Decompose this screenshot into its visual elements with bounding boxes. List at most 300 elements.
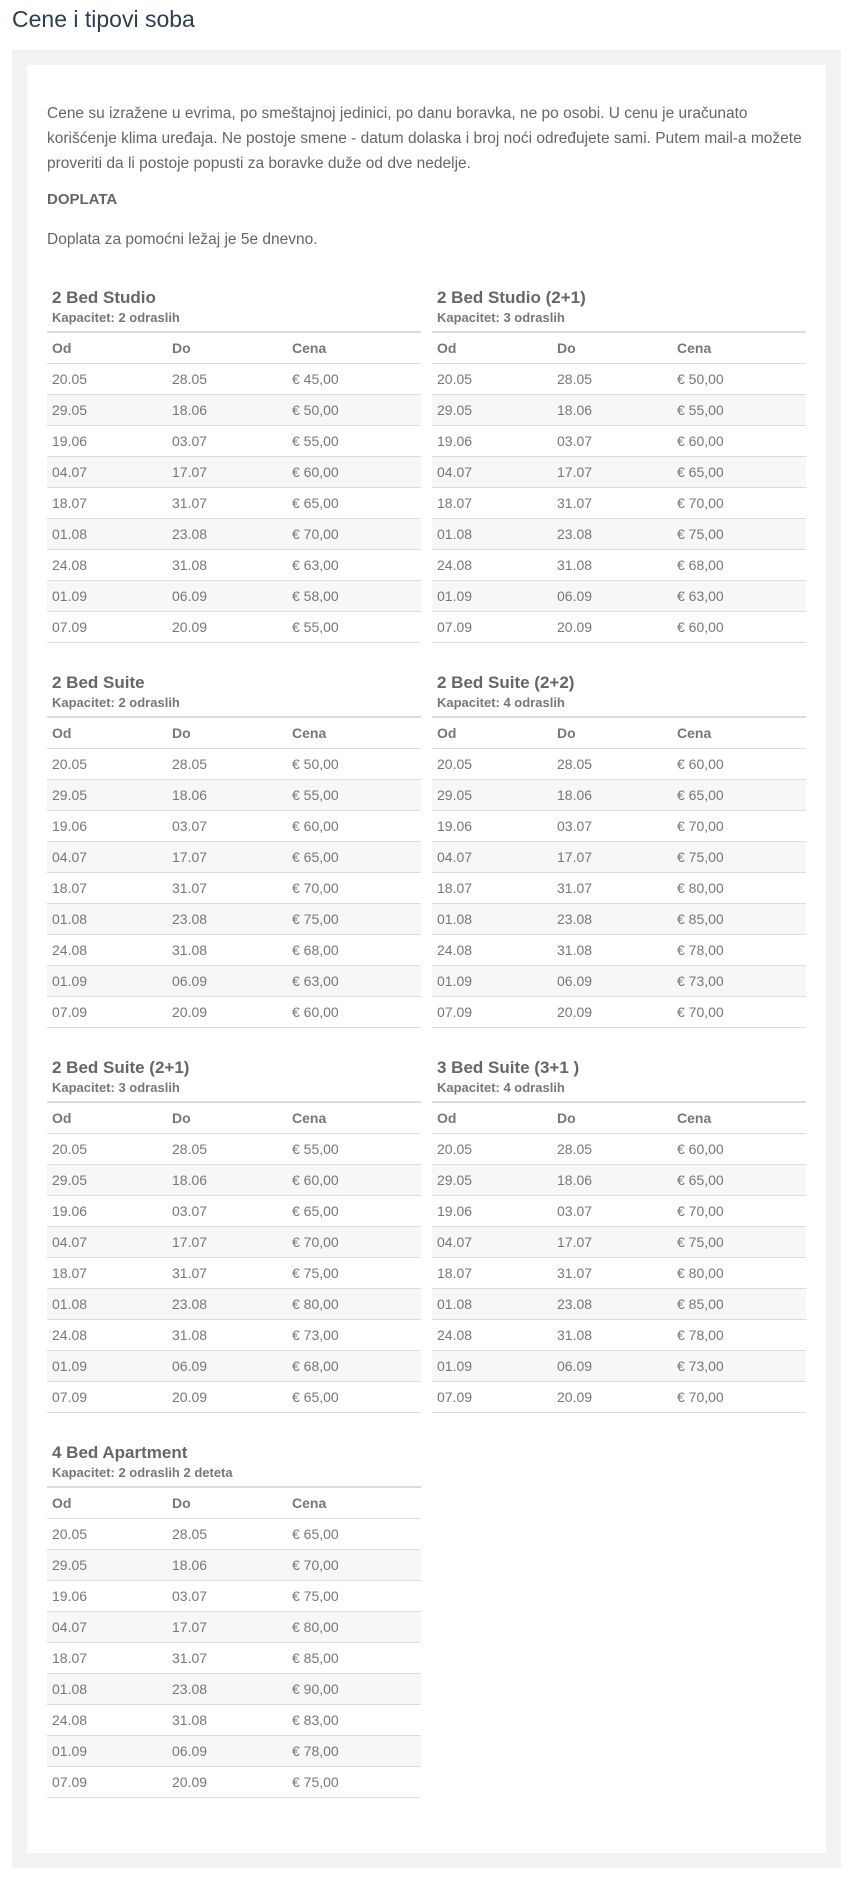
price-table [432, 1101, 806, 1413]
price-cell: € 50,00 [287, 749, 421, 780]
price-cell: € 85,00 [672, 904, 806, 935]
date-from-cell: 18.07 [47, 488, 167, 519]
date-from-cell: 20.05 [47, 1519, 167, 1550]
column-header: Od [47, 1487, 167, 1519]
date-from-cell: 01.09 [432, 966, 552, 997]
table-row [432, 1227, 806, 1258]
price-cell: € 73,00 [287, 1320, 421, 1351]
table-header-row [47, 1102, 421, 1134]
room-card [432, 672, 806, 1028]
date-to-cell: 31.07 [167, 1258, 287, 1289]
column-header: Cena [287, 717, 421, 749]
date-to-cell: 23.08 [167, 904, 287, 935]
table-row [47, 842, 421, 873]
price-cell: € 65,00 [287, 1382, 421, 1413]
date-to-cell: 23.08 [552, 904, 672, 935]
table-row [47, 519, 421, 550]
date-from-cell: 01.09 [47, 966, 167, 997]
date-from-cell: 18.07 [432, 1258, 552, 1289]
table-header-row [432, 717, 806, 749]
date-from-cell: 07.09 [432, 1382, 552, 1413]
date-to-cell: 17.07 [552, 1227, 672, 1258]
date-from-cell: 29.05 [47, 1165, 167, 1196]
date-from-cell: 07.09 [47, 612, 167, 643]
date-to-cell: 06.09 [167, 1736, 287, 1767]
date-from-cell: 01.08 [47, 904, 167, 935]
date-to-cell: 17.07 [167, 1227, 287, 1258]
date-from-cell: 24.08 [47, 935, 167, 966]
table-row [432, 1351, 806, 1382]
price-cell: € 85,00 [672, 1289, 806, 1320]
date-from-cell: 19.06 [432, 426, 552, 457]
room-capacity: Kapacitet: 2 odraslih [52, 695, 180, 710]
date-to-cell: 18.06 [167, 1550, 287, 1581]
price-cell: € 60,00 [672, 749, 806, 780]
room-card [432, 1057, 806, 1413]
table-row [47, 873, 421, 904]
date-from-cell: 01.09 [432, 1351, 552, 1382]
date-from-cell: 04.07 [47, 457, 167, 488]
table-row [47, 935, 421, 966]
room-capacity: Kapacitet: 3 odraslih [52, 1080, 180, 1095]
price-cell: € 80,00 [672, 873, 806, 904]
table-header-row [432, 1102, 806, 1134]
column-header: Od [432, 1102, 552, 1134]
date-to-cell: 18.06 [167, 1165, 287, 1196]
room-name: 2 Bed Studio (2+1) [437, 288, 586, 307]
price-cell: € 70,00 [672, 1382, 806, 1413]
price-cell: € 80,00 [672, 1258, 806, 1289]
price-table [47, 1101, 421, 1413]
date-from-cell: 19.06 [47, 1581, 167, 1612]
date-to-cell: 18.06 [552, 395, 672, 426]
price-cell: € 70,00 [287, 873, 421, 904]
room-card [47, 672, 421, 1028]
column-header: Cena [672, 332, 806, 364]
table-row [432, 1134, 806, 1165]
date-to-cell: 31.07 [167, 873, 287, 904]
date-from-cell: 01.08 [432, 519, 552, 550]
column-header: Do [167, 1487, 287, 1519]
date-from-cell: 20.05 [47, 1134, 167, 1165]
column-header: Do [552, 1102, 672, 1134]
price-cell: € 60,00 [287, 1165, 421, 1196]
price-cell: € 75,00 [287, 1581, 421, 1612]
date-from-cell: 29.05 [432, 1165, 552, 1196]
date-from-cell: 20.05 [47, 749, 167, 780]
table-row [47, 1227, 421, 1258]
table-row [432, 457, 806, 488]
column-header: Od [432, 332, 552, 364]
date-from-cell: 19.06 [47, 811, 167, 842]
table-row [47, 1196, 421, 1227]
price-table [432, 716, 806, 1028]
table-row [432, 581, 806, 612]
date-from-cell: 20.05 [432, 1134, 552, 1165]
table-row [47, 1320, 421, 1351]
price-cell: € 75,00 [672, 1227, 806, 1258]
room-card [47, 287, 421, 643]
date-from-cell: 01.09 [47, 1351, 167, 1382]
price-cell: € 55,00 [287, 612, 421, 643]
table-row [47, 1351, 421, 1382]
table-row [432, 550, 806, 581]
column-header: Cena [287, 1102, 421, 1134]
price-cell: € 68,00 [287, 1351, 421, 1382]
date-to-cell: 28.05 [167, 1134, 287, 1165]
table-row [432, 904, 806, 935]
date-to-cell: 31.07 [167, 488, 287, 519]
date-to-cell: 03.07 [167, 1196, 287, 1227]
date-to-cell: 31.08 [552, 1320, 672, 1351]
date-from-cell: 24.08 [432, 1320, 552, 1351]
date-from-cell: 01.09 [47, 581, 167, 612]
date-from-cell: 01.08 [47, 1674, 167, 1705]
intro-text: Cene su izražene u evrima, po smeštajnoj jedinici, po danu boravka, ne po osobi. U cenu je uračunato korišćenje klima uređaja. Ne postoje smene - datum dolaska i broj noći određujete sami. Putem mail-a možete proveriti da li postoje popusti za boravke duže od dve nedelje. [47, 105, 802, 172]
room-name: 3 Bed Suite (3+1 ) [437, 1058, 580, 1077]
price-cell: € 68,00 [672, 550, 806, 581]
price-cell: € 85,00 [287, 1643, 421, 1674]
room-card [47, 1442, 421, 1798]
table-row [432, 873, 806, 904]
table-row [47, 1736, 421, 1767]
price-cell: € 65,00 [287, 1519, 421, 1550]
table-row [47, 1289, 421, 1320]
room-capacity: Kapacitet: 2 odraslih [52, 310, 180, 325]
date-from-cell: 20.05 [47, 364, 167, 395]
room-card [432, 287, 806, 643]
date-from-cell: 04.07 [432, 1227, 552, 1258]
date-to-cell: 06.09 [552, 966, 672, 997]
table-row [47, 1643, 421, 1674]
table-row [47, 488, 421, 519]
table-row [432, 1258, 806, 1289]
price-cell: € 83,00 [287, 1705, 421, 1736]
table-row [432, 997, 806, 1028]
date-to-cell: 20.09 [167, 612, 287, 643]
date-to-cell: 31.08 [167, 1705, 287, 1736]
date-to-cell: 23.08 [167, 1289, 287, 1320]
date-to-cell: 20.09 [552, 1382, 672, 1413]
table-row [432, 780, 806, 811]
date-to-cell: 03.07 [552, 1196, 672, 1227]
date-from-cell: 01.08 [47, 519, 167, 550]
date-from-cell: 04.07 [432, 457, 552, 488]
date-to-cell: 28.05 [552, 1134, 672, 1165]
date-from-cell: 01.09 [432, 581, 552, 612]
table-row [47, 550, 421, 581]
table-row [47, 749, 421, 780]
table-row [47, 426, 421, 457]
price-table [47, 331, 421, 643]
table-row [432, 364, 806, 395]
price-cell: € 60,00 [287, 811, 421, 842]
table-header-row [47, 1487, 421, 1519]
price-cell: € 70,00 [287, 1227, 421, 1258]
price-cell: € 45,00 [287, 364, 421, 395]
date-from-cell: 04.07 [432, 842, 552, 873]
date-to-cell: 31.08 [167, 1320, 287, 1351]
table-row [432, 842, 806, 873]
price-cell: € 60,00 [672, 1134, 806, 1165]
table-row [432, 1196, 806, 1227]
table-row [432, 749, 806, 780]
date-from-cell: 01.08 [432, 904, 552, 935]
room-capacity: Kapacitet: 2 odraslih 2 deteta [52, 1465, 233, 1480]
date-to-cell: 31.07 [552, 1258, 672, 1289]
date-to-cell: 20.09 [167, 1382, 287, 1413]
column-header: Do [552, 332, 672, 364]
table-row [432, 519, 806, 550]
date-to-cell: 18.06 [167, 395, 287, 426]
table-row [432, 966, 806, 997]
table-row [47, 997, 421, 1028]
room-card [47, 1057, 421, 1413]
price-cell: € 50,00 [287, 395, 421, 426]
price-cell: € 70,00 [672, 811, 806, 842]
date-to-cell: 06.09 [167, 1351, 287, 1382]
date-from-cell: 19.06 [432, 811, 552, 842]
room-name: 2 Bed Suite [52, 673, 145, 692]
column-header: Do [167, 1102, 287, 1134]
date-from-cell: 20.05 [432, 364, 552, 395]
date-from-cell: 04.07 [47, 842, 167, 873]
table-header-row [47, 332, 421, 364]
price-cell: € 73,00 [672, 966, 806, 997]
price-cell: € 80,00 [287, 1289, 421, 1320]
column-header: Do [552, 717, 672, 749]
date-to-cell: 17.07 [167, 1612, 287, 1643]
date-from-cell: 19.06 [47, 1196, 167, 1227]
content-panel [27, 65, 826, 1853]
date-from-cell: 18.07 [432, 873, 552, 904]
table-row [47, 1134, 421, 1165]
date-from-cell: 29.05 [432, 395, 552, 426]
date-from-cell: 18.07 [432, 488, 552, 519]
price-cell: € 75,00 [672, 519, 806, 550]
price-cell: € 75,00 [672, 842, 806, 873]
table-row [47, 966, 421, 997]
price-cell: € 65,00 [672, 457, 806, 488]
column-header: Od [432, 717, 552, 749]
doplata-text: Doplata za pomoćni ležaj je 5e dnevno. [47, 231, 318, 248]
table-row [47, 1165, 421, 1196]
price-table [47, 1486, 421, 1798]
page-title: Cene i tipovi soba [12, 6, 195, 32]
date-from-cell: 18.07 [47, 873, 167, 904]
date-to-cell: 06.09 [167, 966, 287, 997]
date-from-cell: 20.05 [432, 749, 552, 780]
date-to-cell: 03.07 [552, 811, 672, 842]
date-to-cell: 03.07 [167, 811, 287, 842]
date-to-cell: 28.05 [167, 1519, 287, 1550]
date-to-cell: 28.05 [167, 749, 287, 780]
table-row [432, 935, 806, 966]
price-cell: € 75,00 [287, 1767, 421, 1798]
column-header: Cena [287, 1487, 421, 1519]
price-cell: € 60,00 [672, 426, 806, 457]
date-to-cell: 31.08 [552, 550, 672, 581]
date-from-cell: 24.08 [432, 935, 552, 966]
date-from-cell: 24.08 [432, 550, 552, 581]
room-name: 2 Bed Studio [52, 288, 156, 307]
date-to-cell: 18.06 [167, 780, 287, 811]
table-row [432, 426, 806, 457]
date-from-cell: 04.07 [47, 1612, 167, 1643]
table-row [47, 1581, 421, 1612]
price-cell: € 63,00 [672, 581, 806, 612]
date-to-cell: 03.07 [552, 426, 672, 457]
price-cell: € 60,00 [672, 612, 806, 643]
date-to-cell: 28.05 [552, 749, 672, 780]
price-cell: € 80,00 [287, 1612, 421, 1643]
price-cell: € 65,00 [287, 842, 421, 873]
price-cell: € 70,00 [672, 1196, 806, 1227]
room-capacity: Kapacitet: 3 odraslih [437, 310, 565, 325]
price-cell: € 70,00 [287, 1550, 421, 1581]
date-to-cell: 20.09 [167, 997, 287, 1028]
date-to-cell: 17.07 [167, 457, 287, 488]
price-table [432, 331, 806, 643]
table-row [47, 1519, 421, 1550]
price-cell: € 50,00 [672, 364, 806, 395]
date-to-cell: 17.07 [552, 457, 672, 488]
table-row [47, 581, 421, 612]
column-header: Od [47, 717, 167, 749]
table-row [432, 488, 806, 519]
date-from-cell: 01.08 [47, 1289, 167, 1320]
table-row [432, 1382, 806, 1413]
date-from-cell: 18.07 [47, 1258, 167, 1289]
date-to-cell: 23.08 [552, 519, 672, 550]
price-cell: € 70,00 [672, 997, 806, 1028]
column-header: Do [167, 332, 287, 364]
price-cell: € 65,00 [672, 780, 806, 811]
date-from-cell: 29.05 [47, 780, 167, 811]
table-row [47, 1705, 421, 1736]
room-capacity: Kapacitet: 4 odraslih [437, 1080, 565, 1095]
date-from-cell: 07.09 [432, 612, 552, 643]
table-row [47, 1674, 421, 1705]
table-row [432, 1289, 806, 1320]
room-capacity: Kapacitet: 4 odraslih [437, 695, 565, 710]
date-from-cell: 07.09 [47, 1767, 167, 1798]
price-cell: € 78,00 [672, 1320, 806, 1351]
date-to-cell: 06.09 [552, 1351, 672, 1382]
date-from-cell: 19.06 [432, 1196, 552, 1227]
date-to-cell: 03.07 [167, 426, 287, 457]
date-from-cell: 24.08 [47, 550, 167, 581]
date-from-cell: 07.09 [47, 1382, 167, 1413]
content-wrapper [12, 50, 841, 1868]
date-to-cell: 23.08 [552, 1289, 672, 1320]
date-from-cell: 18.07 [47, 1643, 167, 1674]
date-to-cell: 18.06 [552, 1165, 672, 1196]
date-to-cell: 23.08 [167, 519, 287, 550]
table-row [47, 1258, 421, 1289]
date-from-cell: 24.08 [47, 1705, 167, 1736]
price-cell: € 78,00 [672, 935, 806, 966]
price-cell: € 55,00 [287, 1134, 421, 1165]
date-to-cell: 31.07 [552, 873, 672, 904]
date-to-cell: 18.06 [552, 780, 672, 811]
price-cell: € 60,00 [287, 997, 421, 1028]
date-from-cell: 24.08 [47, 1320, 167, 1351]
table-row [432, 1165, 806, 1196]
price-cell: € 70,00 [672, 488, 806, 519]
price-cell: € 73,00 [672, 1351, 806, 1382]
date-to-cell: 20.09 [552, 997, 672, 1028]
price-table [47, 716, 421, 1028]
column-header: Cena [287, 332, 421, 364]
room-name: 2 Bed Suite (2+2) [437, 673, 575, 692]
date-to-cell: 20.09 [167, 1767, 287, 1798]
table-row [432, 395, 806, 426]
date-to-cell: 03.07 [167, 1581, 287, 1612]
doplata-heading: DOPLATA [47, 191, 118, 208]
price-cell: € 63,00 [287, 550, 421, 581]
column-header: Od [47, 332, 167, 364]
column-header: Cena [672, 717, 806, 749]
price-cell: € 65,00 [287, 1196, 421, 1227]
date-from-cell: 04.07 [47, 1227, 167, 1258]
date-from-cell: 01.09 [47, 1736, 167, 1767]
date-to-cell: 28.05 [167, 364, 287, 395]
price-cell: € 75,00 [287, 1258, 421, 1289]
price-cell: € 78,00 [287, 1736, 421, 1767]
date-to-cell: 20.09 [552, 612, 672, 643]
date-to-cell: 31.08 [167, 935, 287, 966]
price-cell: € 63,00 [287, 966, 421, 997]
date-to-cell: 17.07 [167, 842, 287, 873]
table-row [47, 612, 421, 643]
table-row [47, 395, 421, 426]
column-header: Cena [672, 1102, 806, 1134]
table-header-row [432, 332, 806, 364]
date-to-cell: 06.09 [552, 581, 672, 612]
date-to-cell: 23.08 [167, 1674, 287, 1705]
table-row [432, 811, 806, 842]
table-row [47, 811, 421, 842]
price-cell: € 55,00 [672, 395, 806, 426]
date-to-cell: 31.07 [167, 1643, 287, 1674]
price-cell: € 65,00 [672, 1165, 806, 1196]
date-to-cell: 31.07 [552, 488, 672, 519]
date-to-cell: 17.07 [552, 842, 672, 873]
date-from-cell: 29.05 [47, 1550, 167, 1581]
column-header: Do [167, 717, 287, 749]
table-row [47, 1550, 421, 1581]
price-cell: € 55,00 [287, 426, 421, 457]
price-cell: € 75,00 [287, 904, 421, 935]
table-row [47, 780, 421, 811]
price-cell: € 65,00 [287, 488, 421, 519]
table-header-row [47, 717, 421, 749]
price-cell: € 58,00 [287, 581, 421, 612]
date-to-cell: 06.09 [167, 581, 287, 612]
table-row [47, 904, 421, 935]
table-row [432, 612, 806, 643]
table-row [47, 1612, 421, 1643]
date-to-cell: 31.08 [167, 550, 287, 581]
table-row [47, 364, 421, 395]
date-from-cell: 01.08 [432, 1289, 552, 1320]
date-to-cell: 31.08 [552, 935, 672, 966]
date-from-cell: 29.05 [432, 780, 552, 811]
price-cell: € 68,00 [287, 935, 421, 966]
date-from-cell: 07.09 [432, 997, 552, 1028]
price-cell: € 55,00 [287, 780, 421, 811]
